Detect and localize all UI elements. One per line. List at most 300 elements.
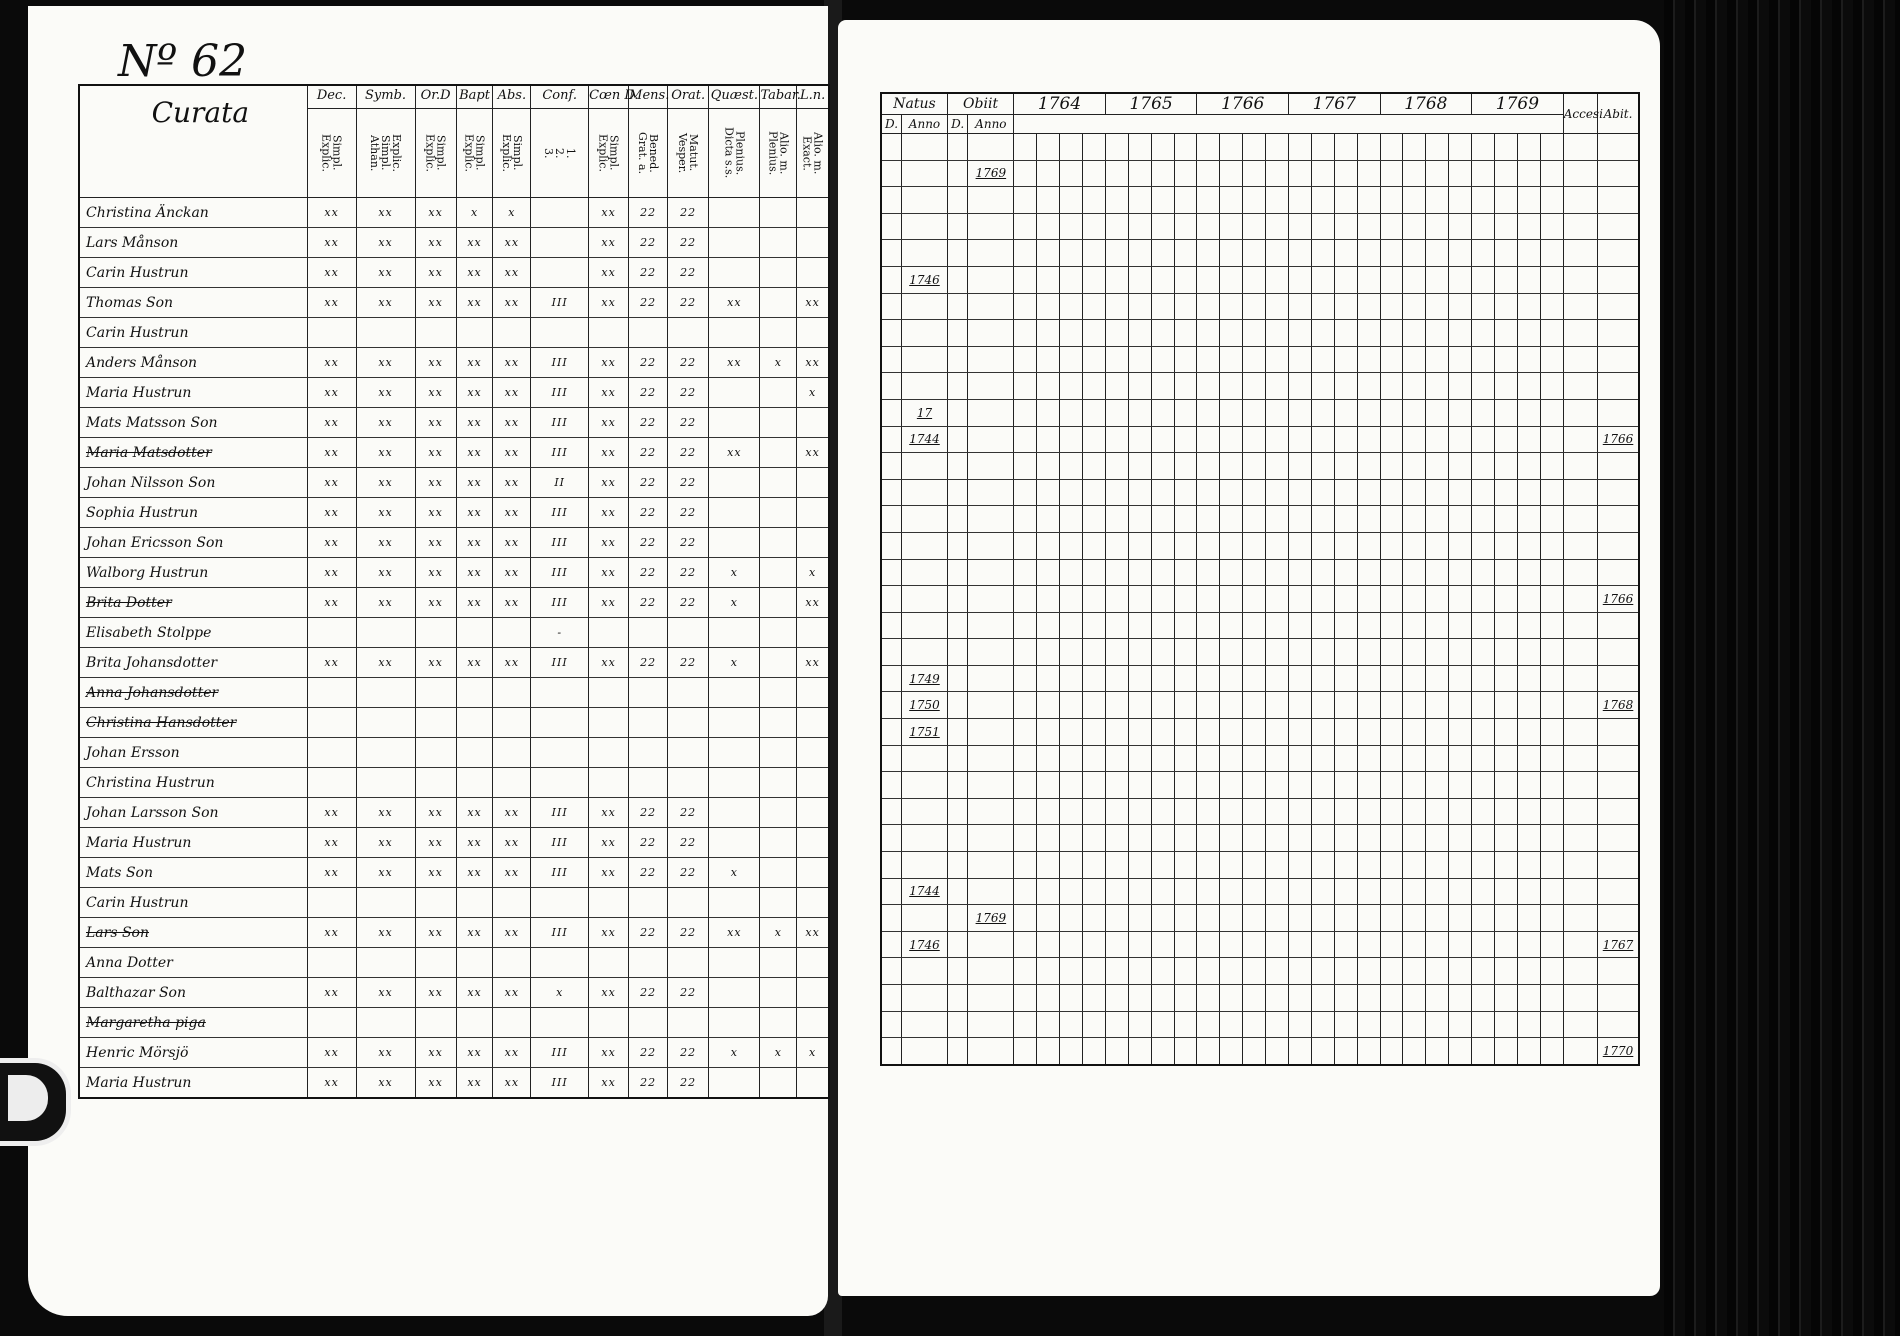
year-entry-cell [1243,772,1266,799]
mark-cell: xx [456,438,493,468]
mark-cell [356,948,415,978]
year-entry-cell [1495,187,1518,214]
year-entry-cell [1357,346,1380,373]
year-entry-cell [1288,665,1311,692]
year-entry-cell [1540,213,1563,240]
natus-year-cell [902,1038,948,1065]
person-name: Brita Dotter [79,588,307,618]
table-row [79,408,829,438]
obiit-year-cell [968,187,1014,214]
year-entry-cell [1472,426,1495,453]
column-subheader: Vesper. [676,132,690,174]
year-entry-cell [1426,479,1449,506]
year-entry-cell [1266,293,1289,320]
year-entry-cell [1540,745,1563,772]
year-entry-cell [1014,479,1037,506]
obiit-day-cell [947,559,968,586]
mark-cell: xx [415,828,456,858]
year-entry-cell [1540,639,1563,666]
abiit-cell [1598,798,1639,825]
book-edge [1664,0,1900,1336]
year-entry-cell [1243,852,1266,879]
mark-cell: 22 [668,1068,709,1099]
mark-cell [760,228,797,258]
mark-cell: xx [356,198,415,228]
person-name: Johan Nilsson Son [79,468,307,498]
year-entry-cell [1495,320,1518,347]
year-entry-cell [1380,958,1403,985]
mark-cell: 22 [668,648,709,678]
year-entry-cell [1540,586,1563,613]
mark-cell: xx [415,1038,456,1068]
mark-cell [760,738,797,768]
year-entry-cell [1449,320,1472,347]
accessit-cell [1563,240,1597,267]
year-entry-cell [1403,479,1426,506]
year-entry-cell [1243,905,1266,932]
mark-cell [797,618,829,648]
year-entry-cell [1014,958,1037,985]
year-entry-cell [1449,134,1472,161]
mark-cell: III [531,408,589,438]
year-entry-cell [1517,1011,1540,1038]
year-entry-cell [1105,772,1128,799]
natus-day-cell [881,719,902,746]
year-entry-cell [1380,825,1403,852]
year-entry-cell [1495,1038,1518,1065]
year-entry-cell [1334,213,1357,240]
year-entry-cell [1472,160,1495,187]
year-entry-cell [1403,639,1426,666]
mark-cell [709,318,760,348]
obiit-year-cell [968,213,1014,240]
mark-cell [668,318,709,348]
mark-cell [668,948,709,978]
mark-cell: xx [456,828,493,858]
year-entry-cell [1472,665,1495,692]
mark-cell: 22 [629,498,668,528]
year-entry-cell [1288,399,1311,426]
mark-cell [709,258,760,288]
obiit-day-cell [947,798,968,825]
mark-cell: xx [589,498,629,528]
year-entry-cell [1243,1011,1266,1038]
year-entry-cell [1266,905,1289,932]
year-entry-cell [1014,160,1037,187]
natus-year-cell [902,905,948,932]
year-entry-cell [1243,346,1266,373]
person-name: Mats Matsson Son [79,408,307,438]
natus-year-cell [902,825,948,852]
column-subheader: Athan. [368,134,382,172]
obiit-year-cell [968,506,1014,533]
year-entry-cell [1197,1011,1220,1038]
year-entry-cell [1403,905,1426,932]
year-entry-cell [1288,798,1311,825]
abiit-header: Abit. [1598,93,1639,134]
mark-cell: III [531,1068,589,1099]
register-row [881,187,1639,214]
year-entry-cell [1243,293,1266,320]
mark-cell [307,888,356,918]
mark-cell: xx [415,648,456,678]
obiit-day-cell [947,985,968,1012]
year-entry-cell [1060,187,1083,214]
year-entry-cell [1517,320,1540,347]
mark-cell [668,1008,709,1038]
year-entry-cell [1151,586,1174,613]
mark-cell [415,768,456,798]
year-entry-cell [1128,134,1151,161]
mark-cell: xx [456,558,493,588]
mark-cell: 22 [629,198,668,228]
year-entry-cell [1517,878,1540,905]
mark-cell: xx [415,378,456,408]
year-entry-cell [1517,213,1540,240]
mark-cell: xx [493,468,531,498]
year-entry-cell [1495,160,1518,187]
mark-cell [797,1068,829,1099]
mark-cell: 22 [629,828,668,858]
abiit-cell [1598,852,1639,879]
person-name: Balthazar Son [79,978,307,1008]
column-header-3 [456,85,493,198]
mark-cell: xx [589,648,629,678]
abiit-cell: 1768 [1598,692,1639,719]
table-row [79,588,829,618]
year-entry-cell [1220,240,1243,267]
table-row [79,798,829,828]
mark-cell: xx [493,378,531,408]
natus-year-cell [902,160,948,187]
year-entry-cell [1357,772,1380,799]
mark-cell [760,198,797,228]
year-entry-cell [1128,612,1151,639]
accessit-cell [1563,772,1597,799]
year-entry-cell [1449,426,1472,453]
year-entry-cell [1220,426,1243,453]
year-entry-cell [1380,240,1403,267]
year-entry-cell [1449,479,1472,506]
year-entry-cell [1380,426,1403,453]
year-entry-cell [1082,985,1105,1012]
year-entry-cell [1266,506,1289,533]
mark-cell: xx [493,978,531,1008]
year-entry-cell [1151,852,1174,879]
mark-cell: III [531,528,589,558]
left-header-row [79,85,829,198]
accessit-cell [1563,985,1597,1012]
curata-header-cell [79,85,307,198]
year-entry-cell [1472,878,1495,905]
year-entry-cell [1082,134,1105,161]
abiit-cell: 1767 [1598,931,1639,958]
table-row [79,228,829,258]
year-entry-cell [1197,798,1220,825]
mark-cell: xx [415,228,456,258]
column-header-title: Mens. [629,86,667,109]
natus-year-cell: 1746 [902,266,948,293]
abiit-cell [1598,639,1639,666]
mark-cell: xx [797,438,829,468]
year-entry-cell [1105,931,1128,958]
year-entry-cell [1082,187,1105,214]
mark-cell: xx [307,1068,356,1099]
year-entry-cell [1037,958,1060,985]
year-entry-cell [1449,1011,1472,1038]
mark-cell: xx [356,588,415,618]
mark-cell: xx [709,918,760,948]
year-entry-cell [1082,453,1105,480]
year-entry-cell [1151,479,1174,506]
mark-cell [531,228,589,258]
year-entry-cell [1174,985,1197,1012]
year-entry-cell [1403,772,1426,799]
year-entry-cell [1311,160,1334,187]
abiit-cell: 1766 [1598,426,1639,453]
mark-cell [760,288,797,318]
year-entry-cell [1128,266,1151,293]
mark-cell [797,798,829,828]
natus-day-cell [881,1011,902,1038]
column-subheader: Exact. [800,135,814,171]
mark-cell: III [531,648,589,678]
year-entry-cell [1495,426,1518,453]
year-entry-cell [1380,931,1403,958]
mark-cell [531,198,589,228]
mark-cell [709,948,760,978]
accessit-cell [1563,479,1597,506]
year-entry-cell [1357,479,1380,506]
year-entry-cell [1266,346,1289,373]
year-entry-cell [1174,479,1197,506]
year-entry-cell [1311,852,1334,879]
year-entry-cell [1014,1038,1037,1065]
year-entry-cell [1334,320,1357,347]
natus-year-header: Anno [902,115,948,134]
natus-day-cell [881,958,902,985]
natus-day-cell [881,160,902,187]
year-entry-cell [1243,187,1266,214]
mark-cell [493,678,531,708]
year-entry-cell [1220,692,1243,719]
year-entry-cell [1174,772,1197,799]
mark-cell: xx [356,1068,415,1099]
register-row [881,479,1639,506]
mark-cell: 22 [668,228,709,258]
abiit-cell [1598,719,1639,746]
mark-cell: 22 [629,558,668,588]
table-row [79,198,829,228]
mark-cell: xx [456,978,493,1008]
mark-cell [668,768,709,798]
register-row [881,213,1639,240]
year-entry-cell [1082,293,1105,320]
year-entry-cell [1266,612,1289,639]
natus-day-cell [881,772,902,799]
person-name: Carin Hustrun [79,258,307,288]
table-row [79,738,829,768]
year-entry-cell [1403,134,1426,161]
year-entry-cell [1288,266,1311,293]
mark-cell [629,888,668,918]
year-entry-cell [1174,213,1197,240]
year-entry-cell [1517,453,1540,480]
year-entry-cell [1540,772,1563,799]
mark-cell [760,858,797,888]
year-entry-cell [1128,586,1151,613]
year-entry-cell [1220,293,1243,320]
abiit-cell [1598,320,1639,347]
person-name: Maria Hustrun [79,828,307,858]
year-entry-cell [1334,532,1357,559]
natus-day-cell [881,134,902,161]
year-entry-cell [1197,532,1220,559]
year-entry-cell [1403,426,1426,453]
year-entry-cell [1357,134,1380,161]
mark-cell [760,828,797,858]
year-entry-cell [1540,1011,1563,1038]
year-entry-cell [1449,559,1472,586]
year-entry-cell [1037,346,1060,373]
year-entry-cell [1060,346,1083,373]
mark-cell: xx [415,288,456,318]
table-row [79,768,829,798]
mark-cell: xx [415,258,456,288]
natus-year-cell [902,346,948,373]
mark-cell [531,708,589,738]
mark-cell: xx [356,228,415,258]
mark-cell [531,1008,589,1038]
year-entry-cell [1105,745,1128,772]
year-entry-cell [1334,612,1357,639]
obiit-year-cell [968,1011,1014,1038]
curata-title: Curata [151,96,250,129]
year-entry-cell [1540,187,1563,214]
mark-cell [709,768,760,798]
year-entry-cell [1495,479,1518,506]
year-entry-cell [1174,692,1197,719]
year-entry-cell [1311,878,1334,905]
mark-cell: xx [456,1038,493,1068]
mark-cell [797,498,829,528]
year-entry-cell [1426,373,1449,400]
year-entry-cell [1014,559,1037,586]
mark-cell [760,558,797,588]
mark-cell [709,198,760,228]
mark-cell [797,948,829,978]
year-entry-cell [1197,852,1220,879]
year-entry-cell [1014,825,1037,852]
year-entry-cell [1082,532,1105,559]
year-entry-cell [1311,240,1334,267]
obiit-day-cell [947,240,968,267]
register-row [881,798,1639,825]
register-row [881,160,1639,187]
year-entry-cell [1426,134,1449,161]
mark-cell [456,618,493,648]
year-entry-cell [1472,240,1495,267]
mark-cell: xx [307,378,356,408]
year-entry-cell [1426,399,1449,426]
mark-cell: xx [797,288,829,318]
year-entry-cell [1495,639,1518,666]
year-entry-cell [1151,931,1174,958]
obiit-day-cell [947,612,968,639]
natus-day-cell [881,745,902,772]
person-name: Henric Mörsjö [79,1038,307,1068]
year-entry-cell [1288,532,1311,559]
year-entry-cell [1288,1038,1311,1065]
mark-cell: xx [307,918,356,948]
mark-cell: x [531,978,589,1008]
year-entry-cell [1266,825,1289,852]
mark-cell: xx [415,918,456,948]
year-entry-cell [1151,266,1174,293]
mark-cell [493,1008,531,1038]
mark-cell [709,738,760,768]
mark-cell: xx [797,918,829,948]
abiit-cell [1598,772,1639,799]
mark-cell: 22 [668,918,709,948]
mark-cell: 22 [668,498,709,528]
year-entry-cell [1082,586,1105,613]
year-entry-cell [1334,426,1357,453]
year-entry-cell [1334,266,1357,293]
mark-cell: x [709,648,760,678]
mark-cell [589,768,629,798]
table-row [79,1008,829,1038]
year-entry-cell [1517,772,1540,799]
year-entry-cell [1357,399,1380,426]
year-entry-cell [1517,426,1540,453]
year-entry-cell [1105,559,1128,586]
column-subheader: Explic. [319,134,333,172]
obiit-year-cell: 1769 [968,905,1014,932]
year-entry-cell [1426,745,1449,772]
year-entry-cell [1105,373,1128,400]
register-row [881,958,1639,985]
mark-cell [629,768,668,798]
year-entry-cell [1128,719,1151,746]
year-entry-cell [1334,134,1357,161]
year-entry-cell [1540,985,1563,1012]
obiit-year-cell [968,559,1014,586]
year-entry-cell [1243,559,1266,586]
year-entry-cell [1014,293,1037,320]
mark-cell: xx [307,498,356,528]
year-entry-cell [1311,479,1334,506]
obiit-year-cell [968,399,1014,426]
year-entry-cell [1105,878,1128,905]
column-subheader: Simpl. [473,135,487,171]
mark-cell: xx [456,378,493,408]
mark-cell: xx [493,558,531,588]
year-entry-cell [1403,798,1426,825]
mark-cell: 22 [668,378,709,408]
year-entry-cell [1334,852,1357,879]
mark-cell: xx [307,198,356,228]
mark-cell: xx [356,558,415,588]
year-entry-cell [1403,612,1426,639]
year-entry-cell [1060,479,1083,506]
year-entry-cell [1380,692,1403,719]
year-entry-cell [1128,958,1151,985]
natus-year-cell [902,134,948,161]
year-entry-cell [1174,852,1197,879]
year-entry-cell [1128,905,1151,932]
mark-cell: xx [356,258,415,288]
